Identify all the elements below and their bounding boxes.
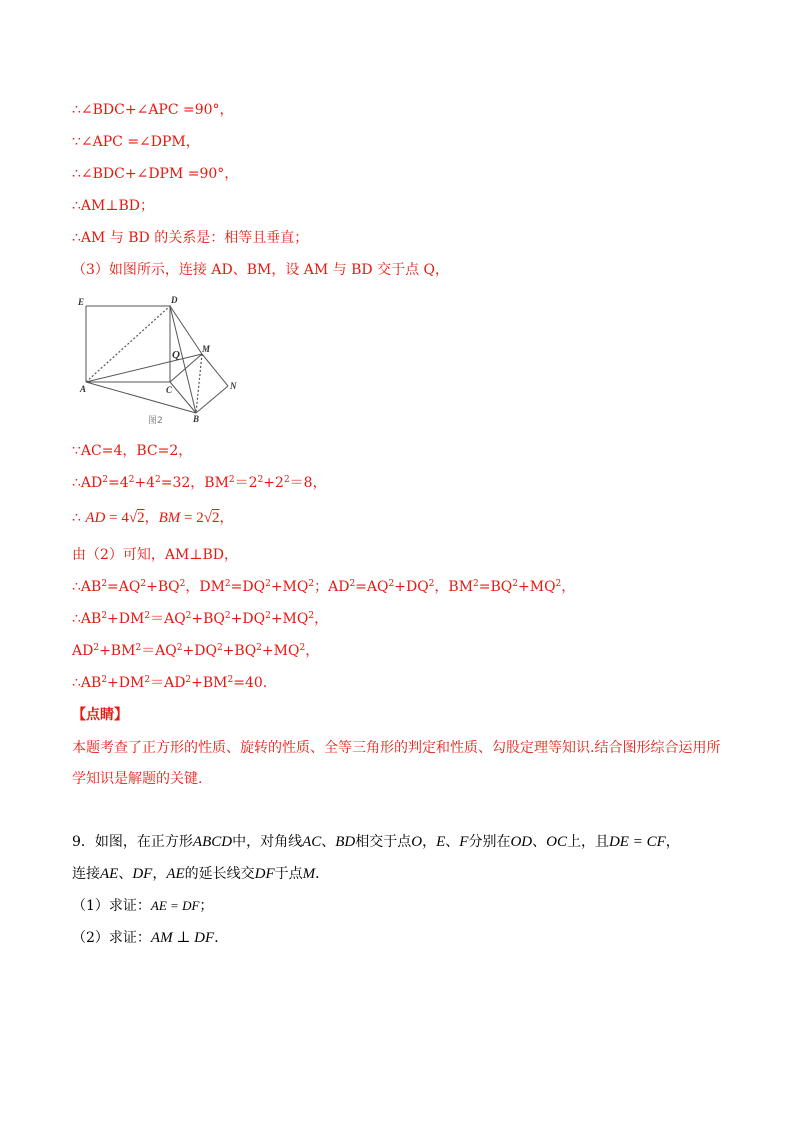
solution-line-13: $AD^2+BM^2=AQ^2+DQ^2+BQ^2+MQ^2$， — [72, 643, 320, 659]
label-B: B — [193, 414, 200, 424]
sqrt-symbol-1: √2 — [128, 510, 145, 526]
solution-line-14: $\therefore AB^2+DM^2=AD^2+BM^2=40$. — [72, 675, 268, 691]
solution-line-5: ∴AM 与 BD 的关系是：相等且垂直； — [72, 230, 309, 246]
problem-9-question-1: （1）求证：AE = DF； — [72, 898, 214, 914]
solution-line-8: $\therefore AD^2=4^2+4^2=32$，$BM^2=2^2+2^2=8$， — [72, 475, 327, 491]
problem-9-line-2: 连接AE、DF，AE的延长线交DF于点M． — [72, 866, 330, 882]
segment-DM — [170, 306, 202, 354]
segment-MB-dashed — [196, 354, 202, 413]
solution-line-12: $\therefore AB^2+DM^2=AQ^2+BQ^2+DQ^2+MQ^2$， — [72, 611, 329, 627]
solution-line-6: （3）如图所示，连接 AD、BM，设 AM 与 BD 交于点 Q， — [72, 262, 450, 278]
problem-9-question-2: （2）求证：AM ⊥ DF． — [72, 930, 229, 946]
segment-MN — [202, 354, 228, 386]
figure-caption: 图2 — [148, 416, 163, 426]
label-C: C — [166, 385, 173, 395]
solution-line-9: ∴ AD = 4√2，BM = 2√2， — [72, 510, 234, 526]
segment-AB — [86, 382, 196, 413]
comment-body: 本题考查了正方形的性质、旋转的性质、全等三角形的判定和性质、勾股定理等知识.结合图形综合运用所学知识是解题的关键. — [72, 740, 721, 787]
segment-NB — [196, 386, 228, 413]
solution-line-4: ∴AM⊥BD； — [72, 198, 155, 214]
segment-AD-dashed — [86, 306, 170, 382]
label-E: E — [78, 297, 85, 307]
solution-line-2: ∵∠APC =∠DPM， — [72, 134, 200, 150]
label-N: N — [230, 381, 237, 391]
label-D: D — [171, 295, 178, 305]
comment-heading: 【点睛】 — [72, 707, 128, 723]
solution-line-10: 由（2）可知，AM⊥BD， — [72, 547, 239, 563]
label-Q: Q — [172, 349, 180, 361]
geometry-figure — [72, 292, 252, 427]
label-A: A — [80, 384, 87, 394]
label-M: M — [202, 344, 211, 354]
solution-line-3: ∴∠BDC+∠DPM =90°， — [72, 166, 239, 182]
solution-line-11: $\therefore AB^2=AQ^2+BQ^2$，$DM^2=DQ^2+MQ^2$；$AD^2=AQ^2+DQ^2$，$BM^2=BQ^2+MQ^2$， — [72, 579, 576, 595]
solution-line-7: ∵AC=4，BC=2， — [72, 443, 193, 459]
sqrt-symbol-2: √2 — [203, 510, 220, 526]
problem-9-line-1: 9．如图，在正方形ABCD中，对角线AC、BD相交于点O，E、F分别在OD、OC上，且DE = CF， — [72, 834, 680, 850]
solution-line-1: ∴∠BDC+∠APC =90°， — [72, 102, 234, 118]
